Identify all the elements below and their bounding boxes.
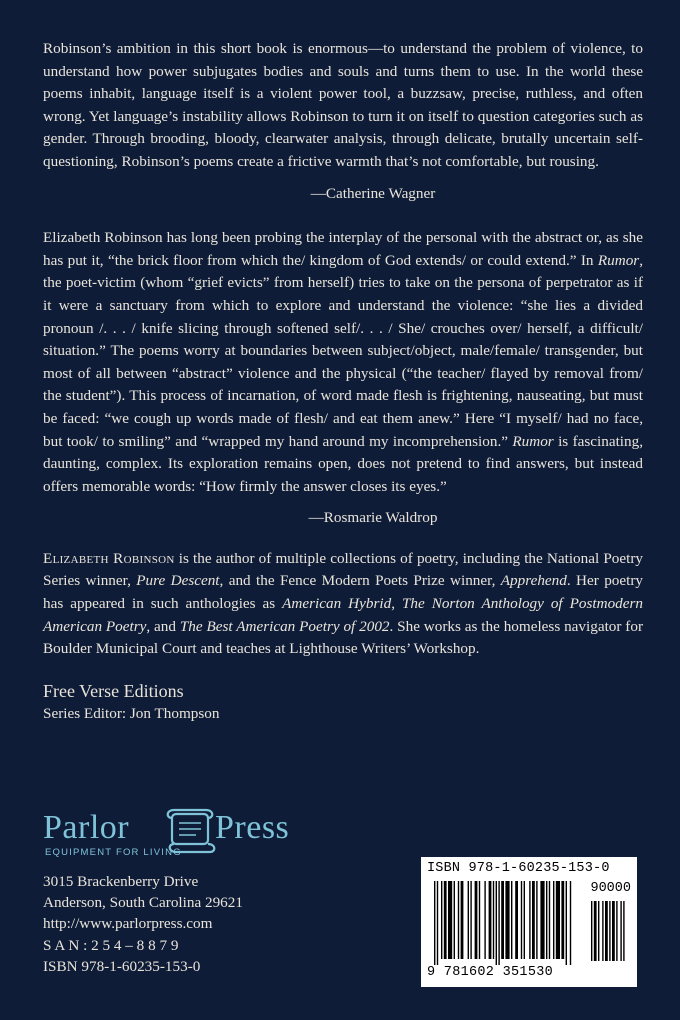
barcode-isbn-label: ISBN 978-1-60235-153-0 [427,861,610,876]
logo-word-left: Parlor [43,809,130,846]
attribution-rosmarie-waldrop: —Rosmarie Waldrop [308,509,438,527]
address-line-1: 3015 Brackenberry Drive [43,873,199,890]
series-title: Free Verse Editions [43,680,184,701]
author-name: Elizabeth Robinson [43,549,175,567]
blurb-text: Elizabeth Robinson has long been probing the interplay of the personal with the abstract or, as she has put it, “the brick floor from which the/ kingdom of God extends/ or could extend.” In [43,229,643,269]
barcode-addon-bars [591,901,631,963]
bio-text: is the author of multiple collections of poetry, including the National Poetry Series winner, [43,549,643,590]
blurb-text: is fascinating, daunting, complex. Its exploration remains open, does not pretend to find answers, but instead offers memorable words: “How firmly the answer closes its eyes.” [43,432,644,495]
logo-word-right: Press [215,809,290,846]
isbn-number: ISBN 978-1-60235-153-0 [43,957,201,975]
bio-text: , and [146,617,180,635]
blurb-text: Robinson’s ambition in this short book is enormous—to understand the problem of violence, to understand how power subjugates bodies and souls and turns them to use. In the world these poems inhabit, language itself is a violent power tool, a buzzsaw, precise, ruthless, and often wrong. Yet language’s instability allows Robinson to turn it on itself to question categories such as gender. Through brooding, bloody, clearwater analysis, through delicate, brutally uncertain self-questioning, Robinson’s poems create a frictive warmth that’s not comfortable, but rousing. [43,40,643,170]
barcode-digits: 9 781602 351530 [427,965,554,980]
book-title: Apprehend [500,572,567,590]
blurb-text: , the poet-victim (whom “grief evicts” from herself) tries to take on the persona of perpetrator as if it were a sanctuary from which to explore and understand the violence: “she lies a divided pronoun /. . . / knife slicing through softened self/. . . / She/ crouches over/ herself, a difficult/ situation.” The poems worry at boundaries between subject/object, male/female/ transgender, but most of all between “abstract” violence and the physical (“the teacher/ flayed by removal from/ the student”). This process of incarnation, of word made flesh is frightening, nauseating, but must be faced: “we cough up words made of flesh/ and eat them anew.” Here “I myself/ had no face, but took/ to smiling” and “wrapped my hand around my incomprehension.” [43,251,643,450]
barcode-price-code: 90000 [590,881,631,896]
address-line-2: Anderson, South Carolina 29621 [43,894,243,912]
anthology-title: American Hybrid [282,595,392,613]
san-number: S A N : 2 5 4 – 8 8 7 9 [43,936,179,954]
series-editor: Series Editor: Jon Thompson [43,704,220,722]
book-title: Rumor [512,432,554,450]
publisher-address [43,871,243,977]
back-cover-text [43,38,643,725]
book-title: Pure Descent [136,572,220,590]
bio-text: . She works as the homeless navigator for Boulder Municipal Court and teaches at Lighthouse Writers’ Workshop. [43,617,644,658]
barcode-bars [434,881,586,965]
blurb-rosmarie-waldrop [43,227,643,498]
book-title: Rumor [597,251,640,269]
parlor-press-logo [43,808,323,864]
anthology-title: The Norton Anthology of Postmodern American Poetry [43,595,644,635]
attribution-catherine-wagner: —Catherine Wagner [310,184,436,202]
logo-tagline: EQUIPMENT FOR LIVING [45,847,182,858]
bio-text: . Her poetry has appeared in such anthologies as [43,572,643,613]
anthology-title: The Best American Poetry of 2002 [179,617,390,635]
bio-text: , [391,595,402,613]
barcode [421,857,637,987]
blurb-catherine-wagner [43,38,643,174]
author-bio [43,548,643,661]
bio-text: , and the Fence Modern Poets Prize winner, [219,572,501,590]
publisher-url: http://www.parlorpress.com [43,915,213,933]
